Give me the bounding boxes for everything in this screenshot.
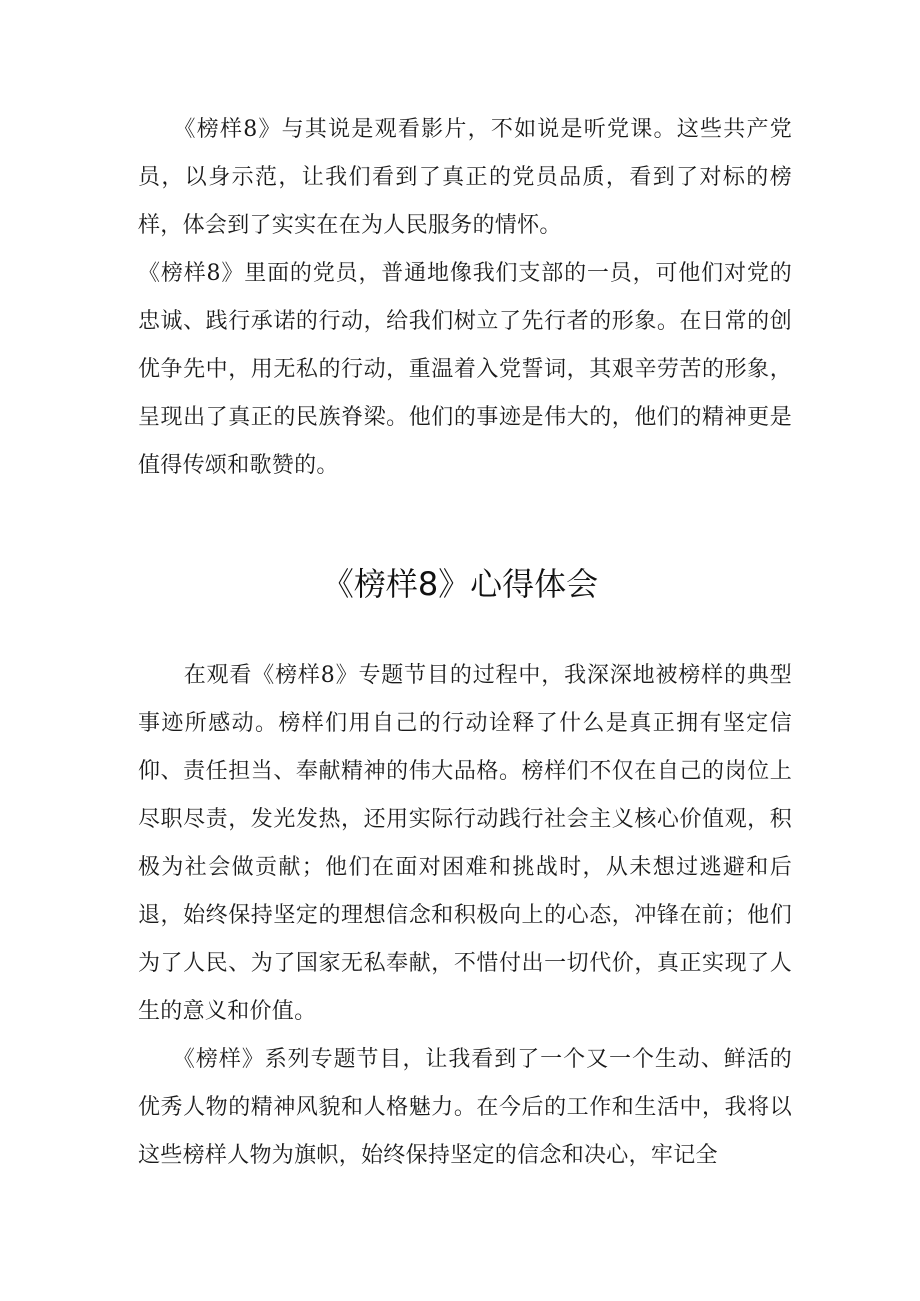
paragraph-party-members: 《榜样8》里面的党员，普通地像我们支部的一员，可他们对党的忠诚、践行承诺的行动，给我们树立了先行者的形象。在日常的创优争先中，用无私的行动，重温着入党誓词，其艰辛劳苦的形象，呈现出了真正的民族脊梁。他们的事迹是伟大的，他们的精神更是值得传颂和歌赞的。 bbox=[138, 261, 792, 478]
paragraph-reflection: 在观看《榜样8》专题节目的过程中，我深深地被榜样的典型事迹所感动。榜样们用自己的行动诠释了什么是真正拥有坚定信仰、责任担当、奉献精神的伟大品格。榜样们不仅在自己的岗位上尽职尽责，发光发热，还用实际行动践行社会主义核心价值观，积极为社会做贡献；他们在面对困难和挑战时，从未想过逃避和后退，始终保持坚定的理想信念和积极向上的心态，冲锋在前；他们为了人民、为了国家无私奉献，不惜付出一切代价，真正实现了人生的意义和价值。 bbox=[138, 663, 792, 1024]
paragraph-series: 《榜样》系列专题节目，让我看到了一个又一个生动、鲜活的优秀人物的精神风貌和人格魅力。在今后的工作和生活中，我将以这些榜样人物为旗帜，始终保持坚定的信念和决心，牢记全 bbox=[138, 1047, 792, 1168]
section-title: 《榜样8》心得体会 bbox=[321, 565, 599, 603]
paragraph-intro: 《榜样8》与其说是观看影片，不如说是听党课。这些共产党员，以身示范，让我们看到了真正的党员品质，看到了对标的榜样，体会到了实实在在为人民服务的情怀。 bbox=[138, 117, 792, 238]
